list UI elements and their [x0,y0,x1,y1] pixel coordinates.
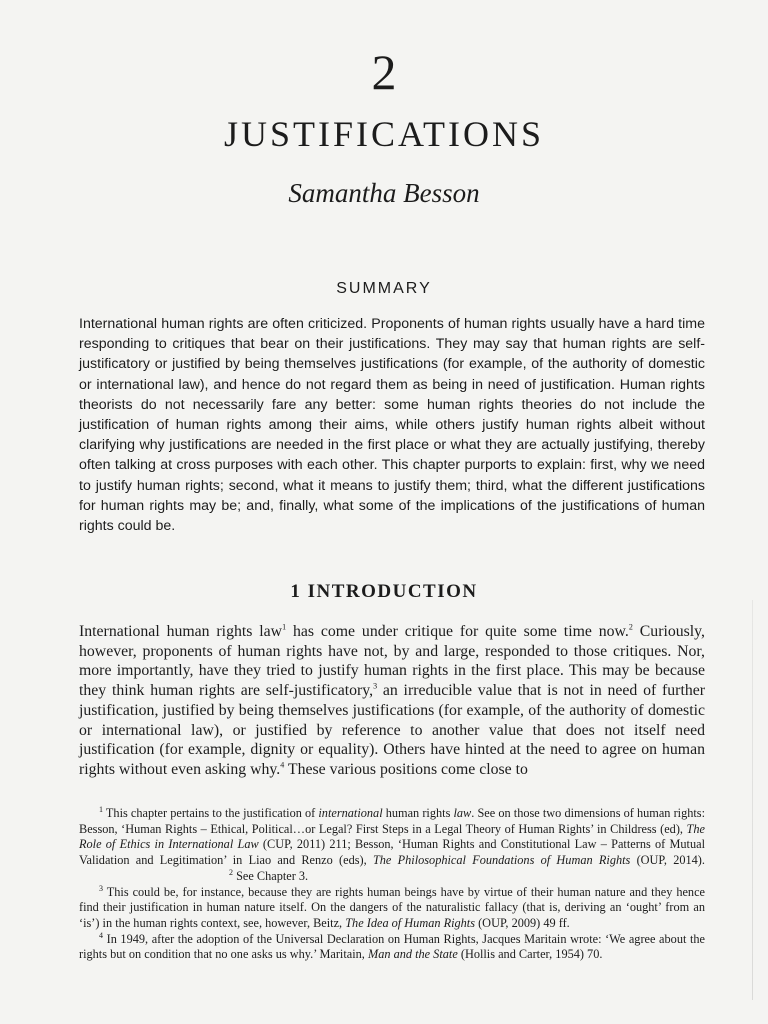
summary-paragraph: International human rights are often criticized. Proponents of human rights usually have a hard time responding to critiques that bear on their justifications. They may say that human rights are self-justificatory or justified by being themselves justifications (for example, of the authority of domestic or international law), and hence do not regard them as being in need of justification. Human rights theorists do not necessarily fare any better: some human rights theories do not include the justification of human rights among their aims, while others justify human rights albeit without clarifying why justifications are needed in the first place or what they are actually justifying, thereby often talking at cross purposes with each other. This chapter purports to explain: first, why we need to justify human rights; second, what it means to justify them; third, what the different justifications for human rights may be; and, finally, what some of the implications of the justifications of human rights could be. [79,316,705,535]
footnote-book-title: The Philosophical Foundations of Human Rights [372,853,631,868]
footnote-text: This could be, for instance, because they are rights human beings have by virtue of their human nature and they hence find their justification in human nature itself. On the dangers of the naturalistic fallacy (that is, deriving an ‘ought’ from an ‘is’) in the human rights context, see, however, Beitz, [79,884,705,930]
footnote-text: human rights [382,806,454,820]
footnote-text: In 1949, after the adoption of the Universal Declaration on Human Rights, Jacques Maritain wrote: ‘We agree about the rights but on condition that no one asks us why.’ Maritain, [79,931,705,962]
footnote-1 [79,806,705,885]
footnote-book-title: The Role of Ethics in International Law [79,821,705,852]
footnote-text: (Hollis and Carter, 1954) 70. [457,947,603,962]
footnote-mark: 4 [99,930,103,940]
footnotes-block [79,806,705,963]
intro-text-part: an irreducible value that is not in need of further justification, justified by being themselves justifications (for example, of the authority of domestic or international law), or justified by reference to another value that does not itself need justification (for example, dignity or equality). Others have hinted at the need to agree on human rights without even asking why. [79,682,705,778]
intro-text-part: has come under critique for quite some time now. [286,623,629,640]
footnote-book-title: Man and the State [367,947,458,962]
section-heading-introduction: 1 INTRODUCTION [290,581,478,602]
footnote-ref-1: 1 [282,622,287,632]
intro-text-part: Curiously, however, proponents of human rights have not, by and large, responded to those critiques. Nor, more importantly, have they tried to justify human rights in the first place. This may be because they think human rights are self-justificatory, [79,623,705,700]
footnote-emphasis: international [318,806,383,820]
footnote-3 [79,885,705,932]
footnote-mark: 2 [229,867,233,877]
footnote-book-title: The Idea of Human Rights [345,915,476,930]
intro-text-part: These various positions come close to [284,760,528,778]
chapter-author: Samantha Besson [288,178,480,208]
footnote-text: (OUP, 2014). [630,853,705,868]
footnote-text: (CUP, 2011) 211; Besson, ‘Human Rights and Constitutional Law – Patterns of Mutual Validation and Legitimation’ in Liao and Renzo (eds), [79,837,705,868]
scan-artifact-line [752,600,753,1000]
footnote-ref-3: 3 [373,681,378,691]
footnote-mark: 1 [99,804,103,814]
footnote-ref-2: 2 [628,622,633,632]
footnote-text: . See on those two dimensions of human rights: Besson, ‘Human Rights – Ethical, Political…or Legal? First Steps in a Legal Theory of Human Rights’ in Childress (ed), [79,806,706,836]
footnote-ref-4: 4 [280,760,285,770]
footnote-emphasis: law [453,806,472,820]
footnote-text: This chapter pertains to the justification of [105,806,319,820]
footnote-2: See Chapter 3. [236,868,309,883]
chapter-title: JUSTIFICATIONS [223,114,545,154]
summary-heading: SUMMARY [336,280,432,297]
intro-text-part: International human rights law [79,623,283,640]
footnote-text: (OUP, 2009) 49 ff. [475,915,570,930]
introduction-paragraph [79,622,705,780]
footnote-mark: 3 [99,883,103,893]
chapter-number: 2 [371,44,397,100]
footnote-4 [79,932,705,963]
